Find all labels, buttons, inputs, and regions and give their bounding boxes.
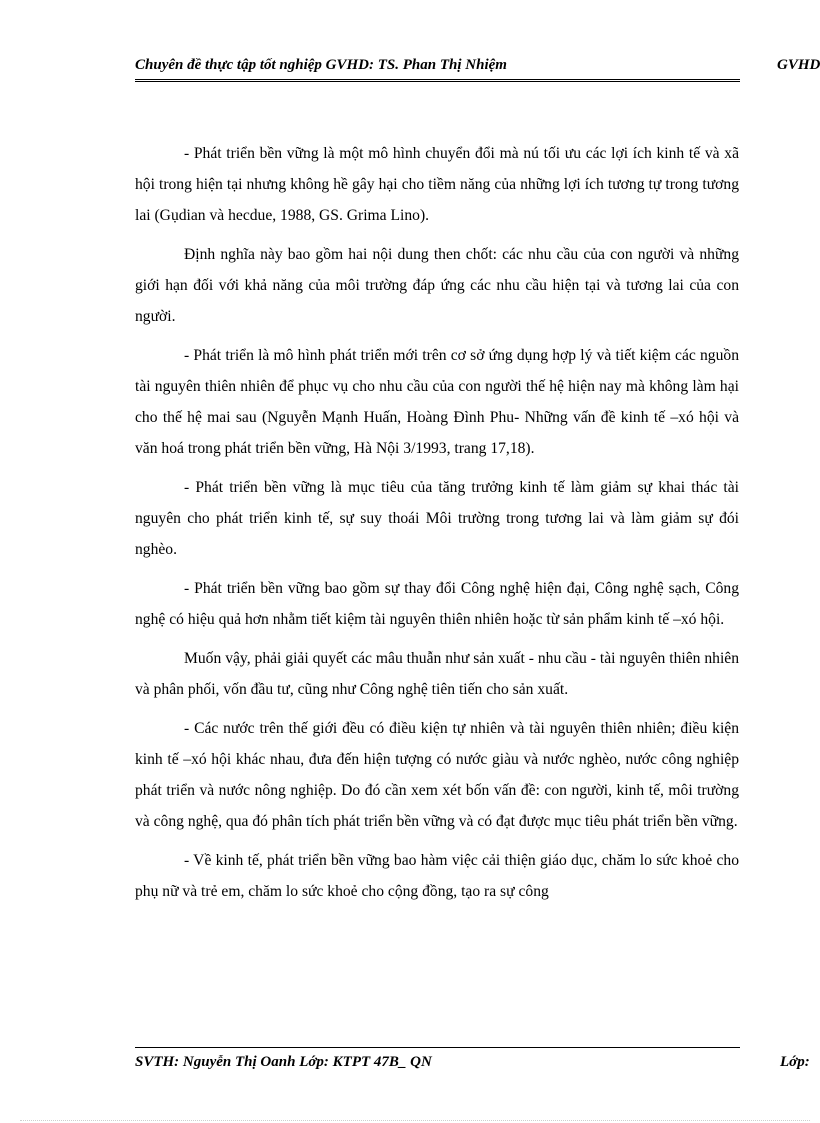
paragraph-6: Muốn vậy, phải giải quyết các mâu thuẫn như sản xuất - nhu cầu - tài nguyên thiên nhiên và phân phối, vốn đầu tư, cũng như Công nghệ tiên tiến cho sản xuất.: [135, 650, 739, 698]
paragraph-2: Định nghĩa này bao gồm hai nội dung then chốt: các nhu cầu của con người và những giới hạn đối với khả năng của môi trường đáp ứng các nhu cầu hiện tại và tương lai của con người.: [135, 246, 739, 325]
paragraph-1: - Phát triển bền vững là một mô hình chuyển đổi mà nú tối ưu các lợi ích kinh tế và xã hội trong hiện tại nhưng không hề gây hại cho tiềm năng của những lợi ích tương tự trong tương lai (Gụdian và hecdue, 1988, GS. Grima Lino).: [135, 145, 739, 224]
paragraph-3: - Phát triển là mô hình phát triển mới trên cơ sở ứng dụng hợp lý và tiết kiệm các nguồn tài nguyên thiên nhiên để phục vụ cho nhu cầu của con người thế hệ hiện nay mà không làm hại cho thế hệ mai sau (Nguyễn Mạnh Huấn, Hoàng Đình Phu- Những vấn đề kinh tế –xó hội và văn hoá trong phát triển bền vững, Hà Nội 3/1993, trang 17,18).: [135, 347, 739, 457]
header-title: Chuyên đề thực tập tốt nghiệp GVHD: TS. Phan Thị Nhiệm: [135, 57, 507, 73]
paragraph-7: - Các nước trên thế giới đều có điều kiện tự nhiên và tài nguyên thiên nhiên; điều kiện kinh tế –xó hội khác nhau, đưa đến hiện tượng có nước giàu và nước nghèo, nước công nghiệp phát triển và nước nông nghiệp. Do đó cần xem xét bốn vấn đề: con người, kinh tế, môi trường và công nghệ, qua đó phân tích phát triển bền vững và có đạt được mục tiêu phát triển bền vững.: [135, 720, 739, 830]
document-body: [135, 138, 739, 915]
footer-author: SVTH: Nguyễn Thị Oanh Lớp: KTPT 47B_ QN: [135, 1054, 432, 1070]
footer-rule: [135, 1047, 740, 1048]
paragraph-8: - Về kinh tế, phát triển bền vững bao hàm việc cải thiện giáo dục, chăm lo sức khoẻ cho phụ nữ và trẻ em, chăm lo sức khoẻ cho cộng đồng, tạo ra sự công: [135, 852, 739, 900]
footer-right-label: Lớp:: [780, 1054, 810, 1070]
header-right-label: GVHD: [777, 57, 820, 73]
paragraph-5: - Phát triển bền vững bao gồm sự thay đổi Công nghệ hiện đại, Công nghệ sạch, Công nghệ có hiệu quả hơn nhằm tiết kiệm tài nguyên thiên nhiên hoặc từ sản phẩm kinh tế –xó hội.: [135, 580, 739, 628]
page-bottom-border: [20, 1120, 810, 1121]
paragraph-4: - Phát triển bền vững là mục tiêu của tăng trưởng kinh tế làm giảm sự khai thác tài nguyên cho phát triển kinh tế, sự suy thoái Môi trường trong tương lai và làm giảm sự đói nghèo.: [135, 479, 739, 558]
page-header: [135, 57, 820, 81]
header-rule: [135, 79, 740, 82]
